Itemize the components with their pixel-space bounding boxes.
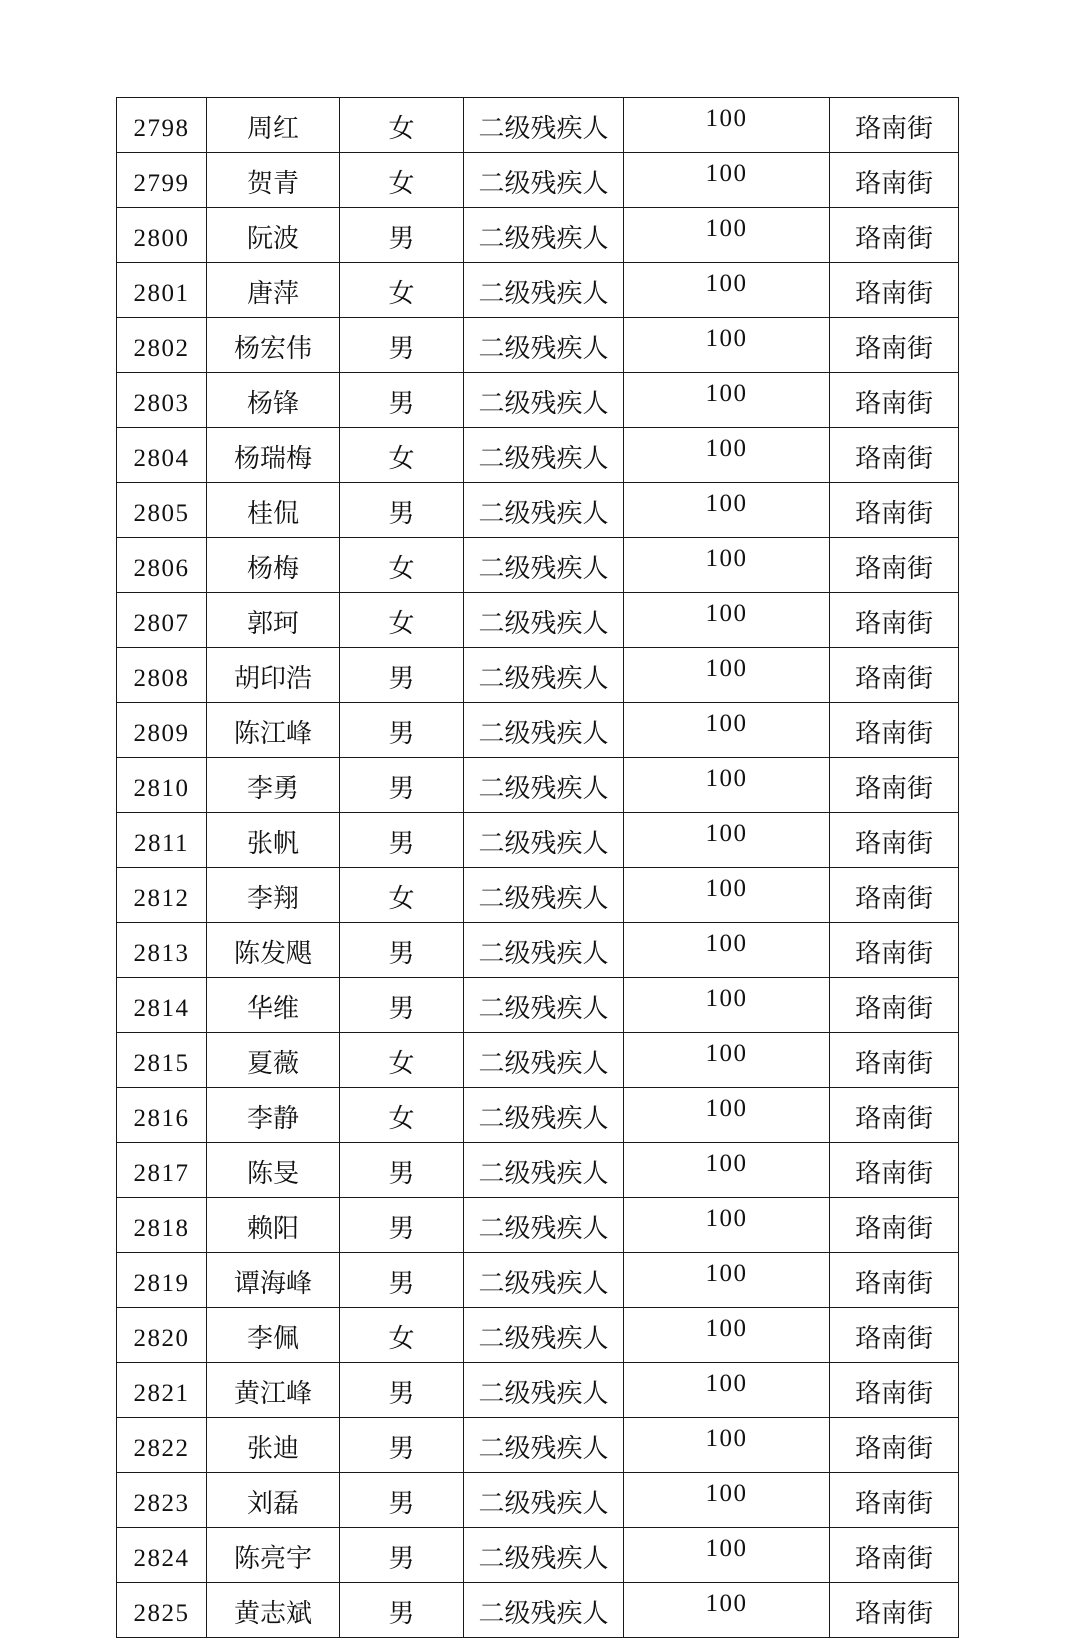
street-cell: 珞南街 <box>830 1253 959 1308</box>
serial-number-cell: 2816 <box>117 1088 207 1143</box>
table-body <box>117 98 959 1638</box>
disability-level-cell: 二级残疾人 <box>464 318 624 373</box>
disability-level-cell: 二级残疾人 <box>464 373 624 428</box>
table-row <box>117 1033 959 1088</box>
amount-cell: 100 <box>624 1088 830 1143</box>
name-cell: 桂侃 <box>207 483 340 538</box>
serial-number-cell: 2822 <box>117 1418 207 1473</box>
street-cell: 珞南街 <box>830 1528 959 1583</box>
disability-level-cell: 二级残疾人 <box>464 758 624 813</box>
gender-cell: 男 <box>340 1528 464 1583</box>
disability-level-cell: 二级残疾人 <box>464 263 624 318</box>
street-cell: 珞南街 <box>830 428 959 483</box>
disability-level-cell: 二级残疾人 <box>464 98 624 153</box>
table-row <box>117 758 959 813</box>
street-cell: 珞南街 <box>830 1143 959 1198</box>
amount-cell: 100 <box>624 538 830 593</box>
gender-cell: 男 <box>340 208 464 263</box>
street-cell: 珞南街 <box>830 1033 959 1088</box>
gender-cell: 男 <box>340 373 464 428</box>
gender-cell: 女 <box>340 98 464 153</box>
gender-cell: 女 <box>340 1308 464 1363</box>
gender-cell: 男 <box>340 483 464 538</box>
table-row <box>117 1473 959 1528</box>
name-cell: 陈亮宇 <box>207 1528 340 1583</box>
street-cell: 珞南街 <box>830 483 959 538</box>
disability-level-cell: 二级残疾人 <box>464 978 624 1033</box>
name-cell: 杨瑞梅 <box>207 428 340 483</box>
table-row <box>117 98 959 153</box>
gender-cell: 男 <box>340 813 464 868</box>
street-cell: 珞南街 <box>830 703 959 758</box>
table-row <box>117 538 959 593</box>
name-cell: 李静 <box>207 1088 340 1143</box>
disability-level-cell: 二级残疾人 <box>464 1308 624 1363</box>
gender-cell: 女 <box>340 153 464 208</box>
gender-cell: 女 <box>340 868 464 923</box>
name-cell: 夏薇 <box>207 1033 340 1088</box>
amount-cell: 100 <box>624 1308 830 1363</box>
table-row <box>117 813 959 868</box>
amount-cell: 100 <box>624 1473 830 1528</box>
table-row <box>117 428 959 483</box>
name-cell: 杨宏伟 <box>207 318 340 373</box>
amount-cell: 100 <box>624 813 830 868</box>
gender-cell: 女 <box>340 263 464 318</box>
name-cell: 黄江峰 <box>207 1363 340 1418</box>
name-cell: 黄志斌 <box>207 1583 340 1638</box>
disability-level-cell: 二级残疾人 <box>464 703 624 758</box>
disability-level-cell: 二级残疾人 <box>464 1088 624 1143</box>
disability-level-cell: 二级残疾人 <box>464 1418 624 1473</box>
name-cell: 谭海峰 <box>207 1253 340 1308</box>
serial-number-cell: 2819 <box>117 1253 207 1308</box>
serial-number-cell: 2804 <box>117 428 207 483</box>
street-cell: 珞南街 <box>830 153 959 208</box>
serial-number-cell: 2807 <box>117 593 207 648</box>
street-cell: 珞南街 <box>830 98 959 153</box>
serial-number-cell: 2808 <box>117 648 207 703</box>
disability-level-cell: 二级残疾人 <box>464 1143 624 1198</box>
serial-number-cell: 2802 <box>117 318 207 373</box>
table-row <box>117 1363 959 1418</box>
table-row <box>117 318 959 373</box>
table-row <box>117 1528 959 1583</box>
street-cell: 珞南街 <box>830 1418 959 1473</box>
gender-cell: 男 <box>340 923 464 978</box>
amount-cell: 100 <box>624 703 830 758</box>
serial-number-cell: 2812 <box>117 868 207 923</box>
name-cell: 阮波 <box>207 208 340 263</box>
amount-cell: 100 <box>624 208 830 263</box>
disability-level-cell: 二级残疾人 <box>464 1528 624 1583</box>
disability-level-cell: 二级残疾人 <box>464 923 624 978</box>
gender-cell: 男 <box>340 1418 464 1473</box>
gender-cell: 女 <box>340 1088 464 1143</box>
gender-cell: 男 <box>340 318 464 373</box>
serial-number-cell: 2806 <box>117 538 207 593</box>
disability-level-cell: 二级残疾人 <box>464 1583 624 1638</box>
street-cell: 珞南街 <box>830 1308 959 1363</box>
amount-cell: 100 <box>624 153 830 208</box>
disability-level-cell: 二级残疾人 <box>464 1033 624 1088</box>
amount-cell: 100 <box>624 758 830 813</box>
table-row <box>117 1198 959 1253</box>
gender-cell: 女 <box>340 593 464 648</box>
serial-number-cell: 2811 <box>117 813 207 868</box>
street-cell: 珞南街 <box>830 318 959 373</box>
disability-level-cell: 二级残疾人 <box>464 538 624 593</box>
amount-cell: 100 <box>624 868 830 923</box>
amount-cell: 100 <box>624 978 830 1033</box>
disability-level-cell: 二级残疾人 <box>464 813 624 868</box>
name-cell: 陈发飓 <box>207 923 340 978</box>
serial-number-cell: 2821 <box>117 1363 207 1418</box>
table-row <box>117 208 959 263</box>
amount-cell: 100 <box>624 1198 830 1253</box>
street-cell: 珞南街 <box>830 978 959 1033</box>
name-cell: 张帆 <box>207 813 340 868</box>
amount-cell: 100 <box>624 1418 830 1473</box>
street-cell: 珞南街 <box>830 373 959 428</box>
amount-cell: 100 <box>624 263 830 318</box>
amount-cell: 100 <box>624 923 830 978</box>
street-cell: 珞南街 <box>830 593 959 648</box>
serial-number-cell: 2798 <box>117 98 207 153</box>
name-cell: 李佩 <box>207 1308 340 1363</box>
disability-level-cell: 二级残疾人 <box>464 153 624 208</box>
gender-cell: 女 <box>340 538 464 593</box>
street-cell: 珞南街 <box>830 1198 959 1253</box>
amount-cell: 100 <box>624 648 830 703</box>
amount-cell: 100 <box>624 483 830 538</box>
amount-cell: 100 <box>624 373 830 428</box>
table-row <box>117 593 959 648</box>
name-cell: 华维 <box>207 978 340 1033</box>
table-row <box>117 1253 959 1308</box>
street-cell: 珞南街 <box>830 813 959 868</box>
name-cell: 胡印浩 <box>207 648 340 703</box>
amount-cell: 100 <box>624 1143 830 1198</box>
name-cell: 李勇 <box>207 758 340 813</box>
amount-cell: 100 <box>624 1583 830 1638</box>
table-row <box>117 1088 959 1143</box>
name-cell: 张迪 <box>207 1418 340 1473</box>
street-cell: 珞南街 <box>830 868 959 923</box>
name-cell: 周红 <box>207 98 340 153</box>
street-cell: 珞南街 <box>830 1473 959 1528</box>
gender-cell: 男 <box>340 758 464 813</box>
serial-number-cell: 2817 <box>117 1143 207 1198</box>
name-cell: 刘磊 <box>207 1473 340 1528</box>
amount-cell: 100 <box>624 593 830 648</box>
gender-cell: 男 <box>340 648 464 703</box>
street-cell: 珞南街 <box>830 1088 959 1143</box>
amount-cell: 100 <box>624 98 830 153</box>
serial-number-cell: 2820 <box>117 1308 207 1363</box>
name-cell: 杨梅 <box>207 538 340 593</box>
table-row <box>117 978 959 1033</box>
disability-level-cell: 二级残疾人 <box>464 1363 624 1418</box>
gender-cell: 男 <box>340 1363 464 1418</box>
gender-cell: 女 <box>340 1033 464 1088</box>
serial-number-cell: 2810 <box>117 758 207 813</box>
amount-cell: 100 <box>624 1033 830 1088</box>
street-cell: 珞南街 <box>830 208 959 263</box>
disability-level-cell: 二级残疾人 <box>464 1473 624 1528</box>
amount-cell: 100 <box>624 1363 830 1418</box>
gender-cell: 男 <box>340 1198 464 1253</box>
serial-number-cell: 2809 <box>117 703 207 758</box>
table-row <box>117 1418 959 1473</box>
serial-number-cell: 2825 <box>117 1583 207 1638</box>
amount-cell: 100 <box>624 428 830 483</box>
street-cell: 珞南街 <box>830 648 959 703</box>
table-row <box>117 703 959 758</box>
disability-level-cell: 二级残疾人 <box>464 1253 624 1308</box>
serial-number-cell: 2813 <box>117 923 207 978</box>
amount-cell: 100 <box>624 318 830 373</box>
gender-cell: 男 <box>340 1583 464 1638</box>
subsidy-table <box>116 97 959 1638</box>
name-cell: 唐萍 <box>207 263 340 318</box>
name-cell: 贺青 <box>207 153 340 208</box>
serial-number-cell: 2818 <box>117 1198 207 1253</box>
street-cell: 珞南街 <box>830 758 959 813</box>
table-row <box>117 373 959 428</box>
name-cell: 陈江峰 <box>207 703 340 758</box>
name-cell: 李翔 <box>207 868 340 923</box>
serial-number-cell: 2824 <box>117 1528 207 1583</box>
serial-number-cell: 2801 <box>117 263 207 318</box>
disability-level-cell: 二级残疾人 <box>464 1198 624 1253</box>
gender-cell: 男 <box>340 1253 464 1308</box>
disability-level-cell: 二级残疾人 <box>464 428 624 483</box>
serial-number-cell: 2803 <box>117 373 207 428</box>
table-row <box>117 868 959 923</box>
street-cell: 珞南街 <box>830 1363 959 1418</box>
disability-level-cell: 二级残疾人 <box>464 593 624 648</box>
gender-cell: 女 <box>340 428 464 483</box>
table-row <box>117 483 959 538</box>
table-row <box>117 1143 959 1198</box>
disability-level-cell: 二级残疾人 <box>464 868 624 923</box>
street-cell: 珞南街 <box>830 923 959 978</box>
serial-number-cell: 2823 <box>117 1473 207 1528</box>
street-cell: 珞南街 <box>830 1583 959 1638</box>
table-row <box>117 648 959 703</box>
name-cell: 赖阳 <box>207 1198 340 1253</box>
serial-number-cell: 2799 <box>117 153 207 208</box>
disability-level-cell: 二级残疾人 <box>464 648 624 703</box>
gender-cell: 男 <box>340 703 464 758</box>
table-row <box>117 1308 959 1363</box>
street-cell: 珞南街 <box>830 263 959 318</box>
table-row <box>117 923 959 978</box>
serial-number-cell: 2815 <box>117 1033 207 1088</box>
serial-number-cell: 2814 <box>117 978 207 1033</box>
gender-cell: 男 <box>340 978 464 1033</box>
amount-cell: 100 <box>624 1528 830 1583</box>
table-row <box>117 153 959 208</box>
serial-number-cell: 2805 <box>117 483 207 538</box>
amount-cell: 100 <box>624 1253 830 1308</box>
gender-cell: 男 <box>340 1473 464 1528</box>
disability-level-cell: 二级残疾人 <box>464 208 624 263</box>
serial-number-cell: 2800 <box>117 208 207 263</box>
disability-level-cell: 二级残疾人 <box>464 483 624 538</box>
gender-cell: 男 <box>340 1143 464 1198</box>
name-cell: 陈旻 <box>207 1143 340 1198</box>
street-cell: 珞南街 <box>830 538 959 593</box>
name-cell: 杨锋 <box>207 373 340 428</box>
name-cell: 郭珂 <box>207 593 340 648</box>
table-row <box>117 263 959 318</box>
table-row <box>117 1583 959 1638</box>
